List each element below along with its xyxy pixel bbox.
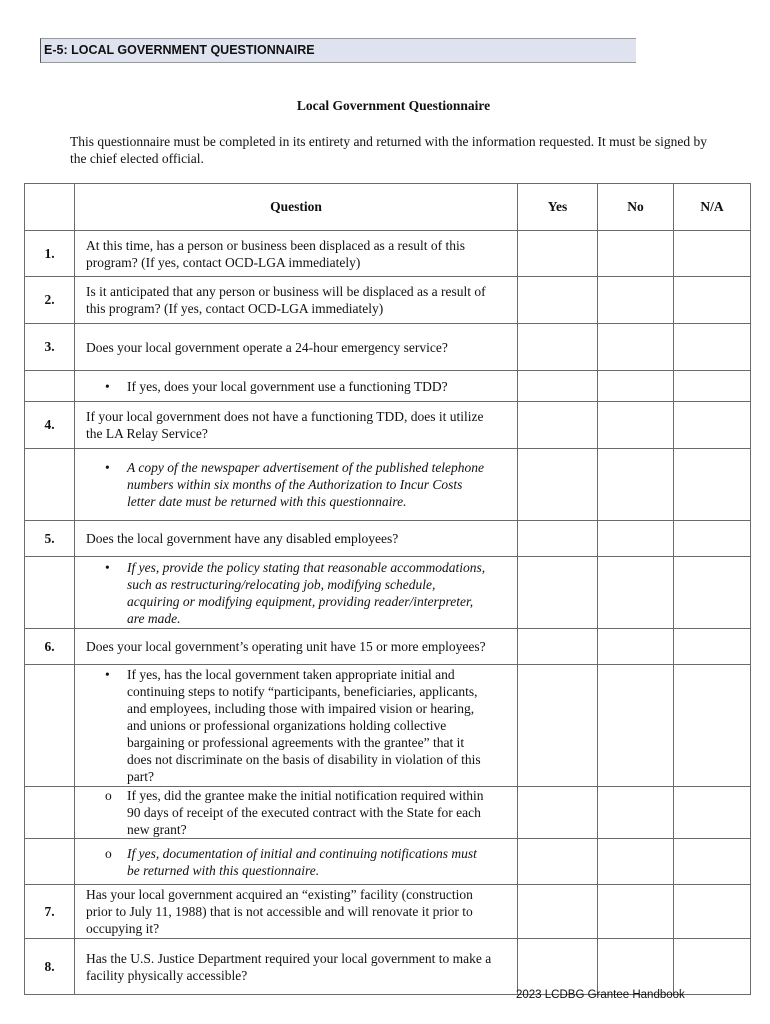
section-heading-bar: E-5: LOCAL GOVERNMENT QUESTIONNAIRE <box>40 38 636 63</box>
row-number: 2. <box>25 277 75 324</box>
yes-answer-cell[interactable] <box>518 629 598 665</box>
sub-question <box>75 665 518 787</box>
row-number: 1. <box>25 231 75 277</box>
table-row <box>25 839 751 885</box>
intro-paragraph: This questionnaire must be completed in its entirety and returned with the information requested. It must be signed by the chief elected official. <box>70 134 707 166</box>
row-number: 3. <box>25 324 75 371</box>
yes-answer-cell[interactable] <box>518 402 598 449</box>
table-row <box>25 277 751 324</box>
yes-answer-cell[interactable] <box>518 324 598 371</box>
no-answer-cell[interactable] <box>598 629 674 665</box>
yes-answer-cell[interactable] <box>518 839 598 885</box>
question-text: Does your local government operate a 24-hour emergency service? <box>75 324 518 371</box>
page-title: Local Government Questionnaire <box>296 98 491 113</box>
sub-question-text: If yes, provide the policy stating that reasonable accommodations, such as restructuring/relocating job, modifying schedule, acquiring or modifying equipment, providing reader/interpreter, are made. <box>127 559 486 626</box>
question-text: Does the local government have any disabled employees? <box>75 521 518 557</box>
table-row <box>25 557 751 629</box>
table-header-row <box>25 184 751 231</box>
bullet-marker: • <box>105 460 110 475</box>
yes-answer-cell[interactable] <box>518 231 598 277</box>
no-answer-cell[interactable] <box>598 402 674 449</box>
table-row <box>25 402 751 449</box>
no-answer-cell[interactable] <box>598 665 674 787</box>
yes-answer-cell[interactable] <box>518 885 598 939</box>
sub-question-text: If yes, does your local government use a functioning TDD? <box>127 378 448 394</box>
no-answer-cell[interactable] <box>598 449 674 521</box>
header-question: Question <box>75 184 518 231</box>
yes-answer-cell[interactable] <box>518 939 598 995</box>
question-text: If your local government does not have a functioning TDD, does it utilize the LA Relay Service? <box>75 402 518 449</box>
na-answer-cell[interactable] <box>674 665 751 787</box>
row-number <box>25 371 75 402</box>
yes-answer-cell[interactable] <box>518 371 598 402</box>
na-answer-cell[interactable] <box>674 402 751 449</box>
na-answer-cell[interactable] <box>674 787 751 839</box>
header-na: N/A <box>674 184 751 231</box>
row-number: 5. <box>25 521 75 557</box>
na-answer-cell[interactable] <box>674 231 751 277</box>
yes-answer-cell[interactable] <box>518 665 598 787</box>
sub-question <box>75 839 518 885</box>
sub-question-text: If yes, did the grantee make the initial notification required within 90 days of receipt of the executed contract with the State for each new grant? <box>127 788 484 837</box>
question-text: Has the U.S. Justice Department required your local government to make a facility physically accessible? <box>75 939 518 995</box>
no-answer-cell[interactable] <box>598 939 674 995</box>
no-answer-cell[interactable] <box>598 557 674 629</box>
no-answer-cell[interactable] <box>598 787 674 839</box>
header-yes: Yes <box>518 184 598 231</box>
header-num <box>25 184 75 231</box>
row-number: 7. <box>25 885 75 939</box>
table-row <box>25 939 751 995</box>
no-answer-cell[interactable] <box>598 885 674 939</box>
table-row <box>25 629 751 665</box>
question-text: Is it anticipated that any person or business will be displaced as a result of this program? (If yes, contact OCD-LGA immediately) <box>75 277 518 324</box>
no-answer-cell[interactable] <box>598 371 674 402</box>
row-number: 6. <box>25 629 75 665</box>
bullet-marker: • <box>105 667 110 682</box>
table-row <box>25 521 751 557</box>
no-answer-cell[interactable] <box>598 324 674 371</box>
table-row <box>25 371 751 402</box>
bullet-marker: • <box>105 559 110 575</box>
sub-question-text: If yes, has the local government taken appropriate initial and continuing steps to notify “participants, beneficiaries, applicants, and employees, including those with impaired vision or hearing, and unions or professional organizations holding collective bargaining or professional agreements with the grantee” that it does not discriminate on the basis of disability in violation of this part? <box>127 667 481 784</box>
row-number <box>25 787 75 839</box>
na-answer-cell[interactable] <box>674 521 751 557</box>
sub-question <box>75 557 518 629</box>
table-row <box>25 665 751 787</box>
table-row <box>25 231 751 277</box>
footer-text: 2023 LCDBG Grantee Handbook <box>516 989 685 1001</box>
question-text: At this time, has a person or business been displaced as a result of this program? (If yes, contact OCD-LGA immediately) <box>75 231 518 277</box>
na-answer-cell[interactable] <box>674 629 751 665</box>
sub-question <box>75 787 518 839</box>
table-row <box>25 885 751 939</box>
question-text: Does your local government’s operating unit have 15 or more employees? <box>75 629 518 665</box>
na-answer-cell[interactable] <box>674 839 751 885</box>
table-row <box>25 324 751 371</box>
no-answer-cell[interactable] <box>598 521 674 557</box>
row-number <box>25 665 75 787</box>
row-number: 8. <box>25 939 75 995</box>
questionnaire-table <box>24 183 751 995</box>
yes-answer-cell[interactable] <box>518 277 598 324</box>
row-number: 4. <box>25 402 75 449</box>
sub-question-text: If yes, documentation of initial and continuing notifications must be returned with this questionnaire. <box>127 845 477 878</box>
na-answer-cell[interactable] <box>674 449 751 521</box>
no-answer-cell[interactable] <box>598 277 674 324</box>
table-row <box>25 787 751 839</box>
yes-answer-cell[interactable] <box>518 787 598 839</box>
table-row <box>25 449 751 521</box>
sub-question-text: A copy of the newspaper advertisement of the published telephone numbers within six months of the Authorization to Incur Costs letter date must be returned with this questionnaire. <box>127 460 485 509</box>
circle-marker: o <box>105 788 112 803</box>
sub-question <box>75 371 518 402</box>
bullet-marker: • <box>105 378 110 394</box>
na-answer-cell[interactable] <box>674 277 751 324</box>
na-answer-cell[interactable] <box>674 557 751 629</box>
row-number <box>25 449 75 521</box>
yes-answer-cell[interactable] <box>518 449 598 521</box>
header-no: No <box>598 184 674 231</box>
na-answer-cell[interactable] <box>674 939 751 995</box>
circle-marker: o <box>105 845 112 861</box>
question-text: Has your local government acquired an “existing” facility (construction prior to July 11, 1988) that is not accessible and will renovate it prior to occupying it? <box>75 885 518 939</box>
row-number <box>25 839 75 885</box>
na-answer-cell[interactable] <box>674 885 751 939</box>
row-number <box>25 557 75 629</box>
no-answer-cell[interactable] <box>598 839 674 885</box>
yes-answer-cell[interactable] <box>518 557 598 629</box>
no-answer-cell[interactable] <box>598 231 674 277</box>
sub-question <box>75 449 518 521</box>
yes-answer-cell[interactable] <box>518 521 598 557</box>
na-answer-cell[interactable] <box>674 371 751 402</box>
na-answer-cell[interactable] <box>674 324 751 371</box>
